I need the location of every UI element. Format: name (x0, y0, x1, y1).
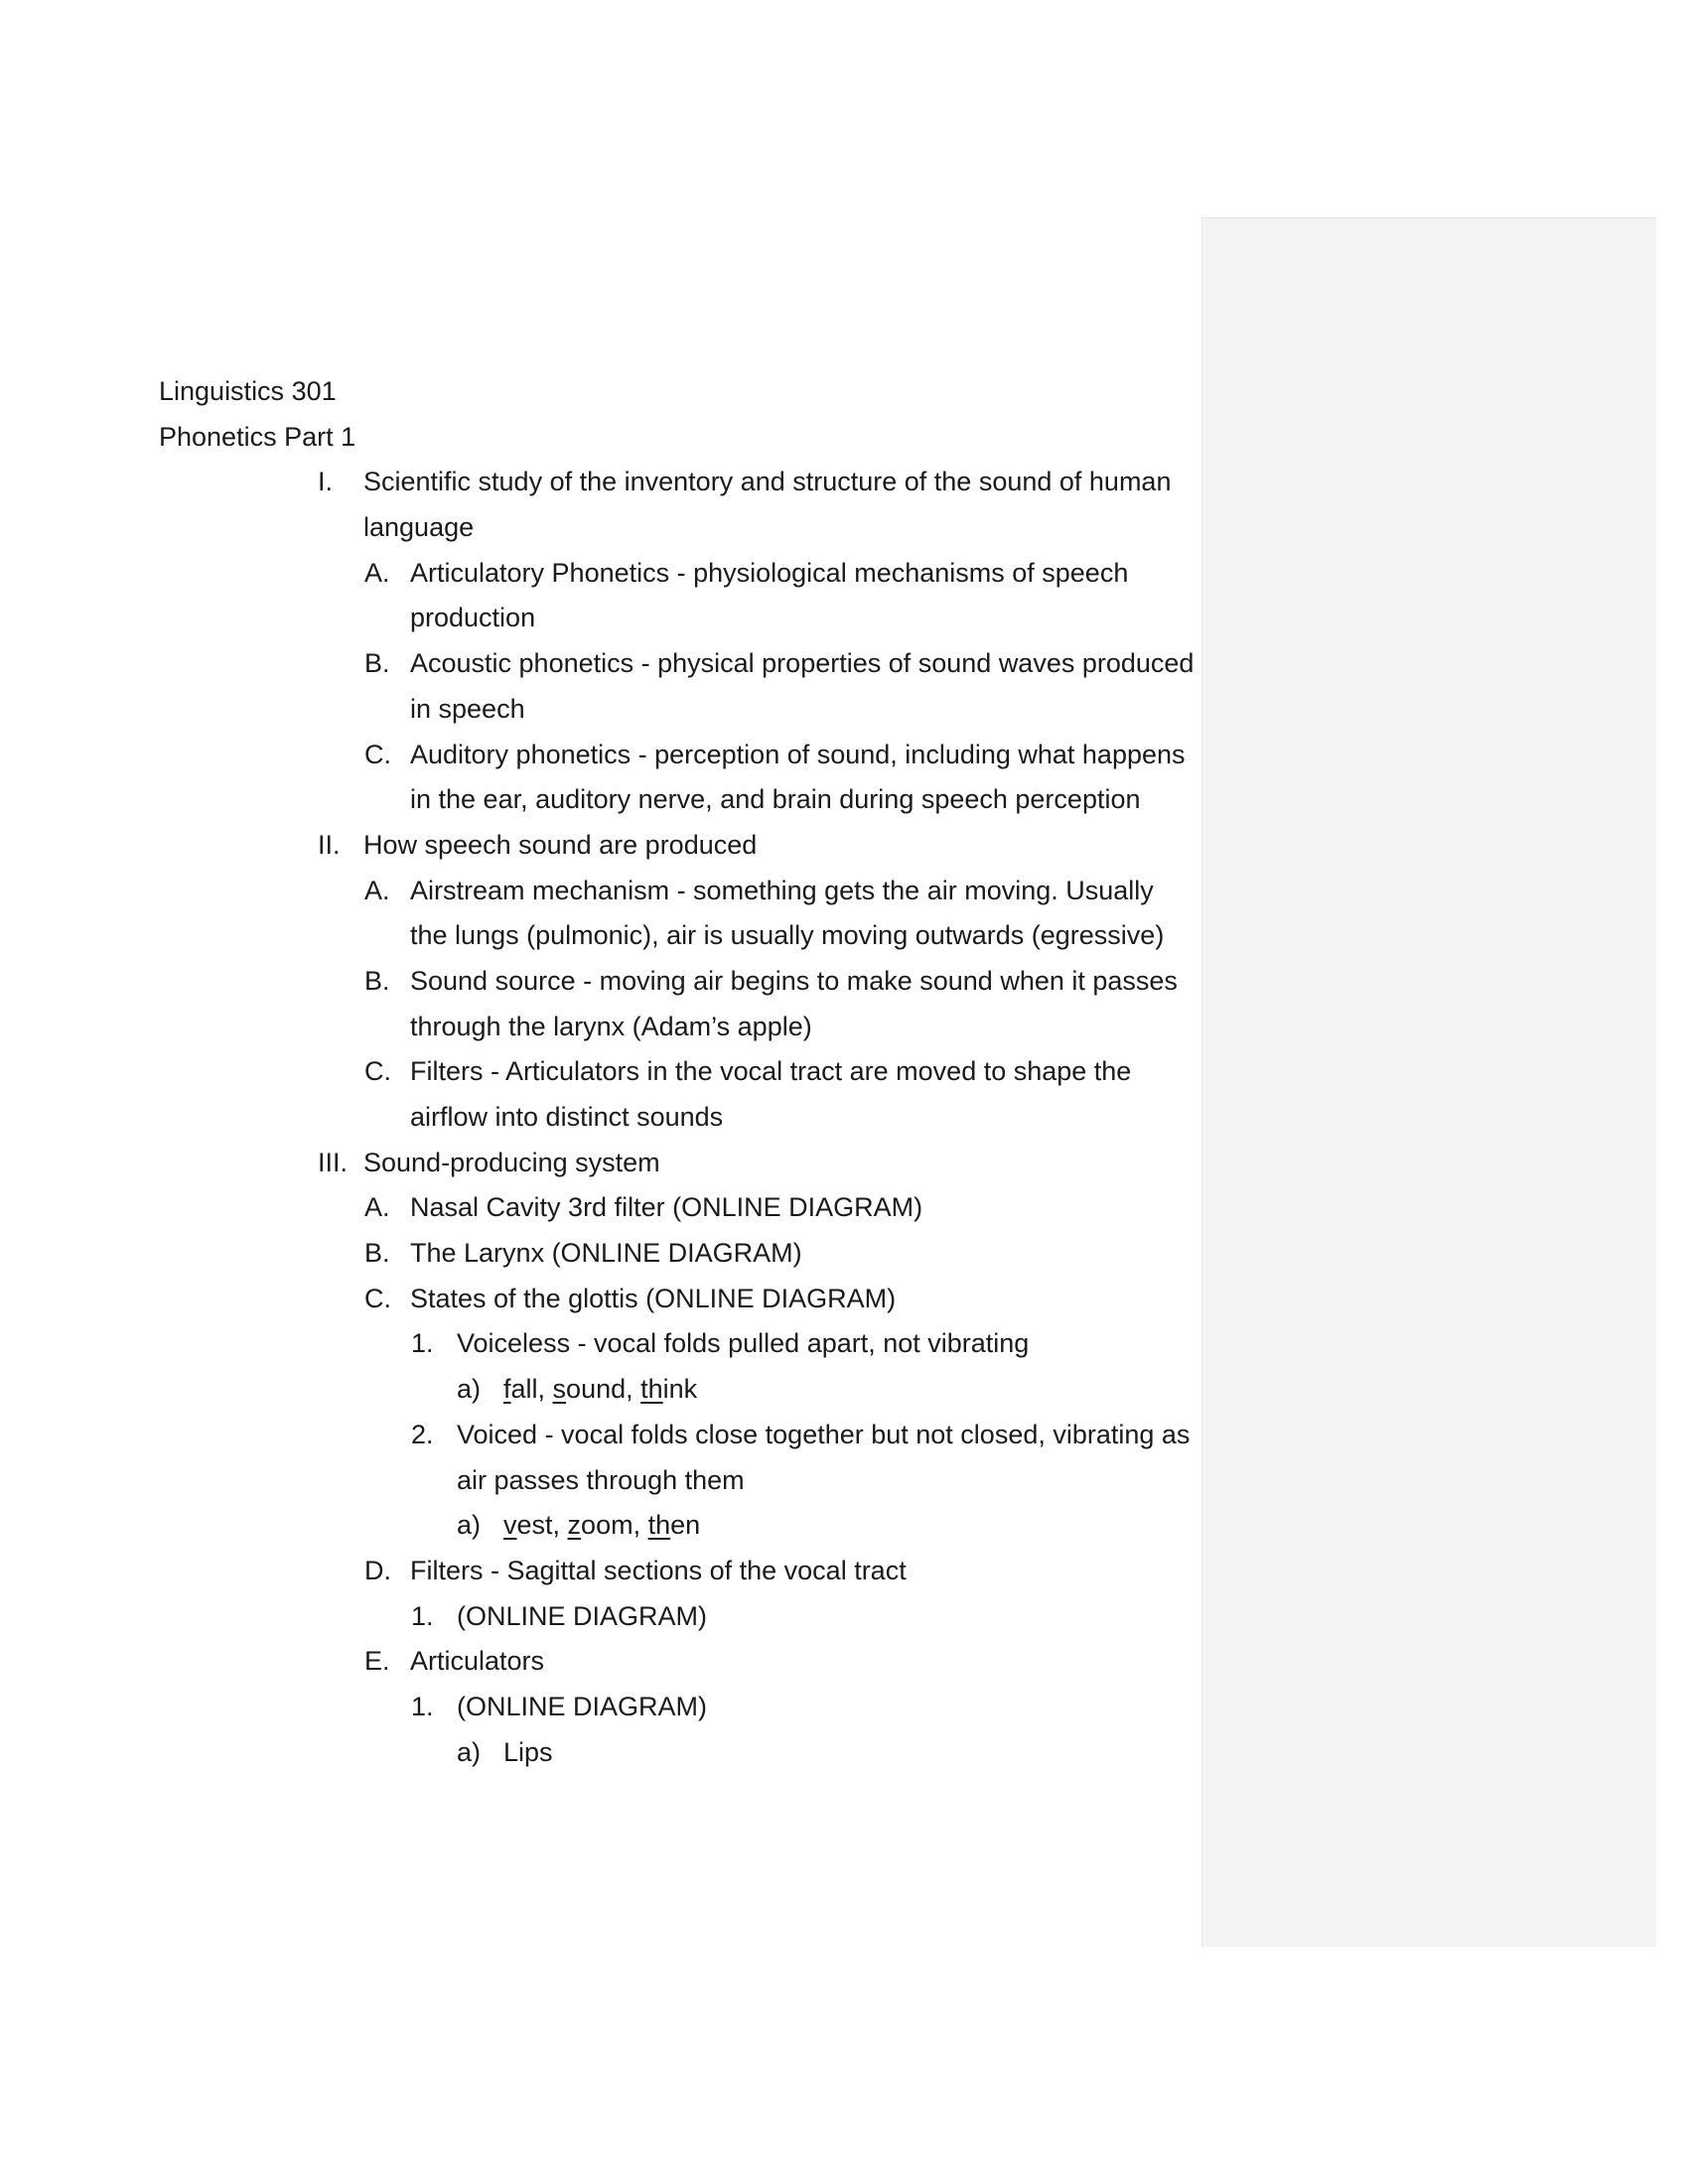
list-marker: A. (364, 875, 390, 905)
underlined-sound: z (567, 1510, 582, 1541)
list-marker: III. (318, 1147, 349, 1177)
outline-text: Articulatory Phonetics - physiological mechanisms of speech (410, 557, 1129, 588)
outline-item-I-A-continued (159, 596, 1192, 641)
underlined-sound: th (640, 1374, 663, 1405)
outline-item-II-B (159, 959, 1192, 1005)
outline-item-I-C-continued (159, 777, 1192, 823)
list-marker: 1. (411, 1691, 434, 1721)
outline-item-III-B (159, 1231, 1192, 1277)
list-marker: C. (364, 1056, 391, 1087)
outline-item-III-E-1-a (159, 1730, 1192, 1776)
outline-item-III-C-1-a (159, 1367, 1192, 1413)
list-marker: 1. (411, 1328, 434, 1359)
underlined-sound: v (503, 1510, 517, 1541)
list-marker: E. (364, 1646, 390, 1677)
outline-item-III (159, 1141, 1192, 1186)
outline-text: States of the glottis (ONLINE DIAGRAM) (410, 1283, 897, 1313)
comments-margin-pane (1201, 217, 1656, 1947)
list-marker: A. (364, 557, 390, 588)
outline-item-I-C (159, 733, 1192, 778)
outline-text: Airstream mechanism - something gets the air moving. Usually (410, 875, 1154, 905)
list-marker: D. (364, 1555, 391, 1585)
outline-item-II (159, 823, 1192, 869)
outline-item-I (159, 460, 1192, 505)
list-marker: 1. (411, 1600, 434, 1631)
list-marker: a) (457, 1736, 482, 1767)
outline-item-III-C-2 (159, 1413, 1192, 1458)
outline-text: production (410, 603, 536, 633)
example-words: fall, sound, think (503, 1374, 698, 1405)
outline-text: air passes through them (457, 1464, 745, 1495)
document-body (159, 369, 1195, 1775)
outline-text: in the ear, auditory nerve, and brain during speech perception (410, 784, 1141, 815)
outline-item-III-A (159, 1185, 1192, 1231)
list-marker: B. (364, 965, 390, 996)
list-marker: B. (364, 1238, 390, 1269)
outline-item-III-D (159, 1549, 1192, 1594)
outline-text: the lungs (pulmonic), air is usually moving outwards (egressive) (410, 920, 1165, 951)
outline-text: Scientific study of the inventory and structure of the sound of human (363, 467, 1172, 497)
outline-text: (ONLINE DIAGRAM) (457, 1600, 708, 1631)
list-marker: B. (364, 648, 390, 679)
outline-item-I-B-continued (159, 687, 1192, 733)
outline-item-II-A-continued (159, 913, 1192, 959)
outline-text: Sound source - moving air begins to make sound when it passes (410, 965, 1178, 996)
example-words: vest, zoom, then (503, 1510, 701, 1541)
underlined-sound: s (552, 1374, 567, 1405)
underlined-sound: th (647, 1510, 671, 1541)
list-marker: C. (364, 739, 391, 769)
course-title: Linguistics 301 (159, 376, 337, 406)
underlined-sound: f (503, 1374, 511, 1405)
outline-text: (ONLINE DIAGRAM) (457, 1691, 708, 1721)
outline-text: The Larynx (ONLINE DIAGRAM) (410, 1238, 802, 1269)
outline-text: Nasal Cavity 3rd filter (ONLINE DIAGRAM) (410, 1192, 923, 1223)
outline-item-III-D-1 (159, 1594, 1192, 1640)
outline-item-I-A (159, 551, 1192, 597)
outline-item-II-C-continued (159, 1095, 1192, 1141)
outline-item-I-continued (159, 505, 1192, 551)
outline-item-III-C-2-a (159, 1503, 1192, 1549)
outline-text: Sound-producing system (363, 1147, 660, 1177)
list-marker: a) (457, 1510, 482, 1541)
outline-text: airflow into distinct sounds (410, 1102, 724, 1132)
outline-text: Acoustic phonetics - physical properties of sound waves produced (410, 648, 1195, 679)
list-marker: I. (318, 467, 334, 497)
list-marker: II. (318, 829, 341, 860)
outline-item-II-C (159, 1049, 1192, 1095)
lecture-title: Phonetics Part 1 (159, 421, 356, 452)
outline-text: through the larynx (Adam’s apple) (410, 1011, 812, 1041)
outline-text: in speech (410, 693, 525, 724)
outline-item-III-E-1 (159, 1685, 1192, 1730)
outline-text: Lips (503, 1736, 553, 1767)
outline-item-II-B-continued (159, 1005, 1192, 1050)
outline-text: How speech sound are produced (363, 829, 758, 860)
list-marker: 2. (411, 1419, 434, 1449)
outline-text: Voiced - vocal folds close together but not closed, vibrating as (457, 1419, 1191, 1449)
outline-text: Auditory phonetics - perception of sound, including what happens (410, 739, 1186, 769)
list-marker: C. (364, 1283, 391, 1313)
outline-text: Filters - Articulators in the vocal tract are moved to shape the (410, 1056, 1132, 1087)
outline-item-III-E (159, 1639, 1192, 1685)
outline-text: language (363, 512, 475, 543)
list-marker: A. (364, 1192, 390, 1223)
outline-item-III-C (159, 1277, 1192, 1322)
outline-item-III-C-2-continued (159, 1458, 1192, 1504)
list-marker: a) (457, 1374, 482, 1405)
outline-text: Filters - Sagittal sections of the vocal tract (410, 1555, 907, 1585)
outline-item-I-B (159, 641, 1195, 687)
outline-text: Voiceless - vocal folds pulled apart, not vibrating (457, 1328, 1030, 1359)
outline-item-III-C-1 (159, 1321, 1192, 1367)
outline-item-II-A (159, 869, 1192, 914)
outline-text: Articulators (410, 1646, 545, 1677)
